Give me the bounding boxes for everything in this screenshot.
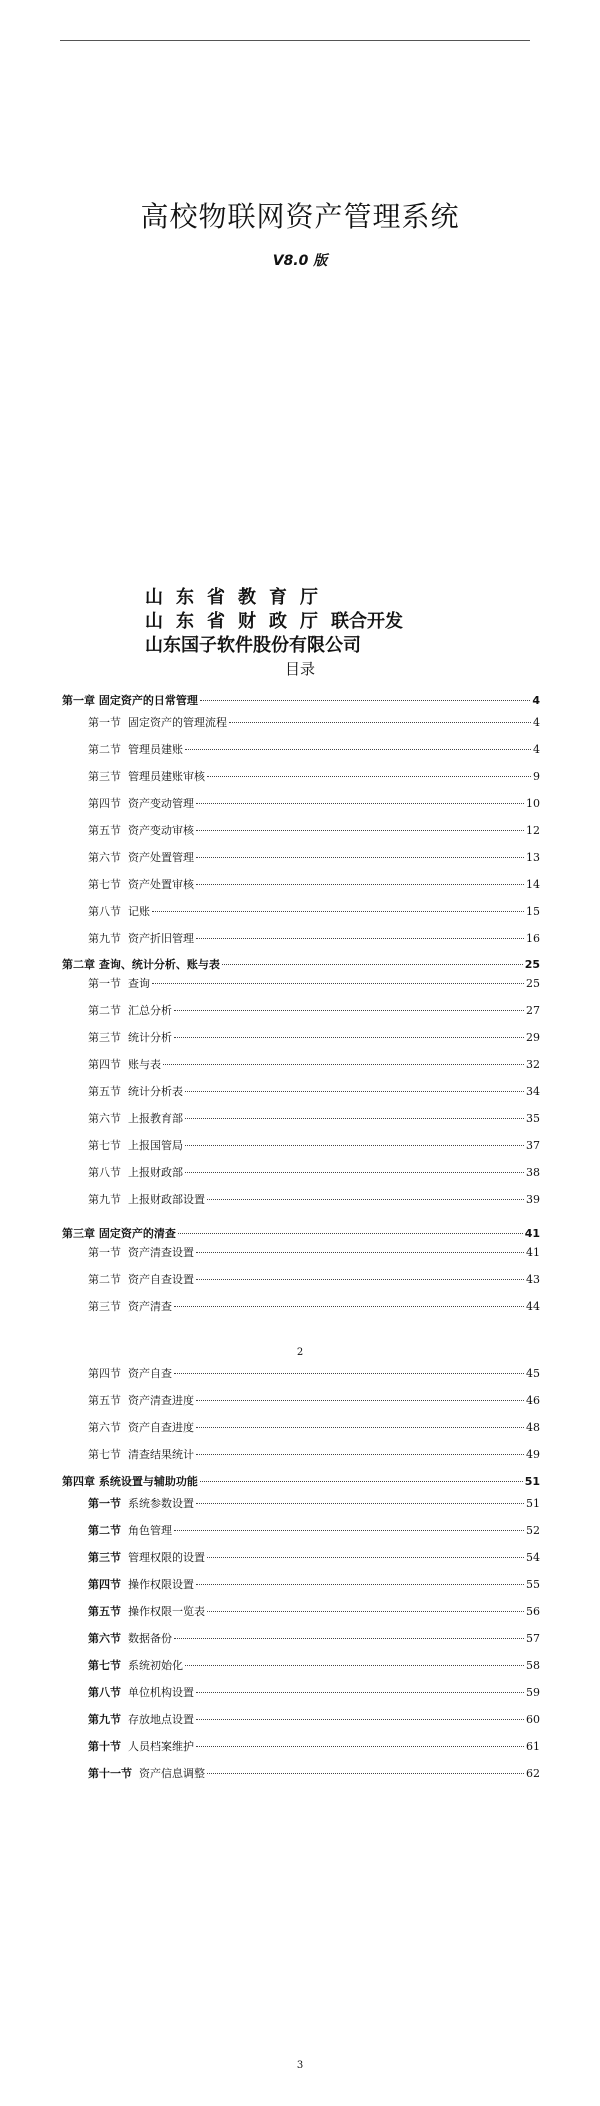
toc-section-entry[interactable]: [88, 1605, 540, 1619]
toc-page-number: 41: [524, 1227, 540, 1240]
toc-leader-dots: [196, 1503, 524, 1504]
toc-entry-label: [88, 1524, 172, 1538]
toc-section-entry[interactable]: [88, 1300, 540, 1314]
toc-section-entry[interactable]: [88, 1551, 540, 1565]
toc-section-number: 第二节: [88, 743, 121, 756]
toc-section-entry[interactable]: [88, 1193, 540, 1207]
toc-section-number: 第六节: [88, 1421, 121, 1434]
toc-entry-label: [88, 1367, 172, 1381]
toc-section-entry[interactable]: [88, 1497, 540, 1511]
toc-section-entry[interactable]: [88, 1659, 540, 1673]
toc-section-entry[interactable]: [88, 1112, 540, 1126]
developer-line: [145, 583, 331, 609]
toc-section-number: 第九节: [88, 1193, 121, 1206]
toc-chapter-entry[interactable]: [62, 1227, 540, 1241]
toc-entry-label: [88, 1605, 205, 1619]
toc-entry-label: [88, 1004, 172, 1018]
toc-leader-dots: [207, 1199, 524, 1200]
toc-leader-dots: [196, 1279, 524, 1280]
toc-entry-label: [88, 1031, 172, 1045]
toc-leader-dots: [174, 1010, 524, 1011]
developer-name: 山东国子软件股份有限公司: [145, 635, 361, 656]
toc-section-title: 数据备份: [128, 1632, 172, 1645]
toc-section-entry[interactable]: [88, 1367, 540, 1381]
toc-section-title: 操作权限设置: [128, 1578, 194, 1591]
toc-page-number: 55: [526, 1578, 540, 1591]
toc-section-entry[interactable]: [88, 932, 540, 946]
toc-section-entry[interactable]: [88, 797, 540, 811]
toc-entry-label: [88, 1394, 194, 1408]
toc-section-title: 单位机构设置: [128, 1686, 194, 1699]
toc-page-number: 16: [526, 932, 540, 945]
toc-section-title: 人员档案维护: [128, 1740, 194, 1753]
developer-name: 山东省财政厅: [145, 611, 331, 632]
toc-section-number: 第三节: [88, 1300, 121, 1313]
toc-page-number: 51: [524, 1475, 540, 1488]
toc-section-title: 资产自查: [128, 1367, 172, 1380]
toc-entry-label: [88, 1686, 194, 1700]
toc-section-entry[interactable]: [88, 977, 540, 991]
toc-section-title: 统计分析表: [128, 1085, 183, 1098]
toc-section-entry[interactable]: [88, 824, 540, 838]
toc-section-title: 资产处置审核: [128, 878, 194, 891]
toc-section-title: 汇总分析: [128, 1004, 172, 1017]
toc-section-number: 第四节: [88, 1367, 121, 1380]
toc-section-entry[interactable]: [88, 1448, 540, 1462]
toc-entry-label: [88, 1659, 183, 1673]
toc-section-title: 操作权限一览表: [128, 1605, 205, 1618]
toc-entry-label: [88, 1497, 194, 1511]
toc-section-title: 记账: [128, 905, 150, 918]
toc-section-entry[interactable]: [88, 1058, 540, 1072]
toc-leader-dots: [196, 1719, 524, 1720]
toc-leader-dots: [174, 1638, 524, 1639]
toc-section-number: 第九节: [88, 1713, 121, 1726]
toc-page-number: 37: [526, 1139, 540, 1152]
toc-page-number: 54: [526, 1551, 540, 1564]
toc-page-number: 13: [526, 851, 540, 864]
toc-leader-dots: [185, 1118, 524, 1119]
toc-entry-label: [88, 1713, 194, 1727]
toc-section-number: 第三节: [88, 1031, 121, 1044]
toc-title: 目录: [284, 660, 315, 678]
toc-section-entry[interactable]: [88, 1394, 540, 1408]
toc-page-number: 59: [526, 1686, 540, 1699]
toc-chapter-entry[interactable]: [62, 958, 540, 972]
toc-section-title: 上报教育部: [128, 1112, 183, 1125]
toc-leader-dots: [222, 964, 523, 965]
toc-entry-label: [88, 797, 194, 811]
toc-section-number: 第四节: [88, 1578, 121, 1591]
toc-section-entry[interactable]: [88, 1524, 540, 1538]
toc-leader-dots: [185, 1665, 524, 1666]
toc-entry-label: 第二章 查询、统计分析、账与表: [62, 958, 220, 971]
toc-section-title: 查询: [128, 977, 150, 990]
toc-entry-label: [88, 1139, 183, 1153]
toc-leader-dots: [196, 830, 524, 831]
toc-leader-dots: [185, 1145, 524, 1146]
toc-leader-dots: [174, 1530, 524, 1531]
toc-page-number: 45: [526, 1367, 540, 1380]
toc-leader-dots: [200, 700, 531, 701]
toc-page-number: 62: [526, 1767, 540, 1780]
toc-leader-dots: [207, 1557, 524, 1558]
toc-entry-label: [88, 1300, 172, 1314]
toc-section-entry[interactable]: [88, 770, 540, 784]
toc-leader-dots: [152, 911, 524, 912]
toc-entry-label: [88, 905, 150, 919]
toc-section-number: 第五节: [88, 1605, 121, 1618]
toc-section-entry[interactable]: [88, 1578, 540, 1592]
toc-section-number: 第一节: [88, 1246, 121, 1259]
toc-page-number: 12: [526, 824, 540, 837]
toc-leader-dots: [196, 1427, 524, 1428]
toc-leader-dots: [185, 749, 531, 750]
toc-page-number: 46: [526, 1394, 540, 1407]
toc-page-number: 27: [526, 1004, 540, 1017]
toc-section-entry[interactable]: [88, 1767, 540, 1781]
toc-entry-label: [88, 716, 227, 730]
toc-page-number: 41: [526, 1246, 540, 1259]
toc-leader-dots: [196, 938, 524, 939]
toc-leader-dots: [196, 803, 524, 804]
toc-section-title: 资产清查设置: [128, 1246, 194, 1259]
toc-chapter-entry[interactable]: [62, 1475, 540, 1489]
toc-section-number: 第六节: [88, 851, 121, 864]
toc-section-title: 资产变动审核: [128, 824, 194, 837]
toc-leader-dots: [185, 1172, 524, 1173]
toc-section-title: 管理员建账: [128, 743, 183, 756]
toc-section-number: 第五节: [88, 1085, 121, 1098]
toc-chapter-entry[interactable]: [62, 694, 540, 708]
toc-leader-dots: [196, 884, 524, 885]
toc-page-number: 10: [526, 797, 540, 810]
toc-page-number: 38: [526, 1166, 540, 1179]
toc-section-entry[interactable]: [88, 716, 540, 730]
toc-leader-dots: [207, 1611, 524, 1612]
developer-suffix: 联合开发: [331, 611, 403, 632]
toc-leader-dots: [174, 1306, 524, 1307]
toc-entry-label: [88, 1767, 205, 1781]
toc-page-number: 9: [533, 770, 540, 783]
toc-entry-label: [88, 1448, 194, 1462]
toc-leader-dots: [152, 983, 524, 984]
toc-section-number: 第十一节: [88, 1767, 132, 1780]
toc-page-number: 56: [526, 1605, 540, 1618]
toc-entry-label: [88, 770, 205, 784]
toc-section-entry[interactable]: [88, 743, 540, 757]
toc-page-number: 61: [526, 1740, 540, 1753]
toc-entry-label: [88, 977, 150, 991]
toc-section-number: 第八节: [88, 1686, 121, 1699]
toc-section-entry[interactable]: [88, 1031, 540, 1045]
toc-leader-dots: [196, 857, 524, 858]
toc-page-number: 15: [526, 905, 540, 918]
toc-section-title: 资产清查: [128, 1300, 172, 1313]
toc-section-title: 资产变动管理: [128, 797, 194, 810]
toc-section-title: 上报财政部: [128, 1166, 183, 1179]
toc-page-number: 29: [526, 1031, 540, 1044]
toc-leader-dots: [196, 1454, 524, 1455]
toc-section-number: 第四节: [88, 1058, 121, 1071]
toc-entry-label: [88, 932, 194, 946]
toc-section-title: 上报财政部设置: [128, 1193, 205, 1206]
toc-page-number: 57: [526, 1632, 540, 1645]
toc-section-title: 固定资产的管理流程: [128, 716, 227, 729]
toc-leader-dots: [174, 1037, 524, 1038]
toc-leader-dots: [178, 1233, 523, 1234]
toc-section-entry[interactable]: [88, 1246, 540, 1260]
toc-page-number: 25: [526, 977, 540, 990]
toc-entry-label: 第四章 系统设置与辅助功能: [62, 1475, 198, 1488]
toc-section-title: 管理员建账审核: [128, 770, 205, 783]
toc-section-number: 第三节: [88, 1551, 121, 1564]
toc-leader-dots: [196, 1252, 524, 1253]
page-number: 2: [296, 1347, 304, 1358]
toc-leader-dots: [207, 1773, 524, 1774]
toc-section-entry[interactable]: [88, 1139, 540, 1153]
toc-section-entry[interactable]: [88, 1273, 540, 1287]
toc-section-title: 上报国管局: [128, 1139, 183, 1152]
toc-leader-dots: [185, 1091, 524, 1092]
toc-page-number: 44: [526, 1300, 540, 1313]
toc-section-number: 第九节: [88, 932, 121, 945]
toc-section-title: 账与表: [128, 1058, 161, 1071]
toc-section-title: 资产自查进度: [128, 1421, 194, 1434]
toc-page-number: 14: [526, 878, 540, 891]
toc-entry-label: [88, 1632, 172, 1646]
toc-page-number: 4: [533, 743, 540, 756]
toc-leader-dots: [174, 1373, 524, 1374]
toc-page-number: 58: [526, 1659, 540, 1672]
toc-section-number: 第六节: [88, 1632, 121, 1645]
toc-entry-label: [88, 1246, 194, 1260]
toc-page-number: 4: [533, 716, 540, 729]
toc-entry-label: [88, 1058, 161, 1072]
toc-section-entry[interactable]: [88, 1632, 540, 1646]
toc-section-number: 第二节: [88, 1524, 121, 1537]
toc-entry-label: 第三章 固定资产的清查: [62, 1227, 176, 1240]
toc-section-number: 第七节: [88, 1139, 121, 1152]
toc-section-number: 第八节: [88, 1166, 121, 1179]
toc-section-entry[interactable]: [88, 1166, 540, 1180]
toc-page-number: 32: [526, 1058, 540, 1071]
toc-entry-label: [88, 1193, 205, 1207]
toc-entry-label: [88, 1551, 205, 1565]
toc-section-title: 资产信息调整: [139, 1767, 205, 1780]
toc-page-number: 52: [526, 1524, 540, 1537]
toc-entry-label: [88, 824, 194, 838]
toc-section-number: 第五节: [88, 824, 121, 837]
toc-leader-dots: [196, 1584, 524, 1585]
toc-section-entry[interactable]: [88, 1740, 540, 1754]
toc-entry-label: 第一章 固定资产的日常管理: [62, 694, 198, 707]
toc-section-title: 管理权限的设置: [128, 1551, 205, 1564]
toc-leader-dots: [207, 776, 531, 777]
toc-section-number: 第六节: [88, 1112, 121, 1125]
toc-leader-dots: [229, 722, 531, 723]
toc-section-title: 资产处置管理: [128, 851, 194, 864]
toc-section-title: 角色管理: [128, 1524, 172, 1537]
toc-section-number: 第五节: [88, 1394, 121, 1407]
toc-section-title: 资产自查设置: [128, 1273, 194, 1286]
toc-section-number: 第八节: [88, 905, 121, 918]
toc-page-number: 60: [526, 1713, 540, 1726]
toc-entry-label: [88, 743, 183, 757]
toc-section-title: 存放地点设置: [128, 1713, 194, 1726]
toc-entry-label: [88, 1166, 183, 1180]
toc-section-entry[interactable]: [88, 905, 540, 919]
toc-section-entry[interactable]: [88, 1686, 540, 1700]
toc-page-number: 35: [526, 1112, 540, 1125]
header-rule: [60, 40, 530, 41]
toc-page-number: 48: [526, 1421, 540, 1434]
toc-section-entry[interactable]: [88, 1421, 540, 1435]
toc-leader-dots: [200, 1481, 523, 1482]
toc-page-number: 34: [526, 1085, 540, 1098]
document-title: 高校物联网资产管理系统: [140, 200, 460, 233]
toc-section-entry[interactable]: [88, 1004, 540, 1018]
toc-entry-label: [88, 1273, 194, 1287]
toc-page-number: 49: [526, 1448, 540, 1461]
toc-section-number: 第七节: [88, 878, 121, 891]
toc-section-entry[interactable]: [88, 1713, 540, 1727]
toc-section-title: 资产清查进度: [128, 1394, 194, 1407]
toc-section-title: 系统参数设置: [128, 1497, 194, 1510]
toc-section-number: 第一节: [88, 716, 121, 729]
toc-section-entry[interactable]: [88, 1085, 540, 1099]
page-number: 3: [296, 2060, 304, 2071]
toc-entry-label: [88, 1578, 194, 1592]
version-label: V8.0 版: [272, 253, 328, 269]
toc-leader-dots: [196, 1400, 524, 1401]
toc-page-number: 39: [526, 1193, 540, 1206]
toc-section-title: 资产折旧管理: [128, 932, 194, 945]
toc-section-title: 清查结果统计: [128, 1448, 194, 1461]
toc-section-number: 第三节: [88, 770, 121, 783]
developer-name: 山东省教育厅: [145, 587, 331, 608]
toc-entry-label: [88, 878, 194, 892]
toc-section-entry[interactable]: [88, 851, 540, 865]
toc-entry-label: [88, 851, 194, 865]
toc-page-number: 43: [526, 1273, 540, 1286]
toc-section-number: 第七节: [88, 1448, 121, 1461]
toc-section-title: 系统初始化: [128, 1659, 183, 1672]
toc-section-entry[interactable]: [88, 878, 540, 892]
toc-page-number: 25: [524, 958, 540, 971]
toc-leader-dots: [196, 1746, 524, 1747]
toc-section-number: 第二节: [88, 1273, 121, 1286]
toc-section-number: 第二节: [88, 1004, 121, 1017]
toc-section-number: 第七节: [88, 1659, 121, 1672]
toc-section-number: 第十节: [88, 1740, 121, 1753]
toc-page-number: 51: [526, 1497, 540, 1510]
toc-section-title: 统计分析: [128, 1031, 172, 1044]
toc-leader-dots: [196, 1692, 524, 1693]
developer-line: [145, 607, 403, 633]
toc-section-number: 第四节: [88, 797, 121, 810]
toc-page-number: 4: [532, 694, 540, 707]
toc-leader-dots: [163, 1064, 524, 1065]
toc-entry-label: [88, 1740, 194, 1754]
developer-line: [145, 631, 361, 657]
toc-entry-label: [88, 1112, 183, 1126]
toc-section-number: 第一节: [88, 977, 121, 990]
toc-entry-label: [88, 1085, 183, 1099]
toc-entry-label: [88, 1421, 194, 1435]
toc-section-number: 第一节: [88, 1497, 121, 1510]
